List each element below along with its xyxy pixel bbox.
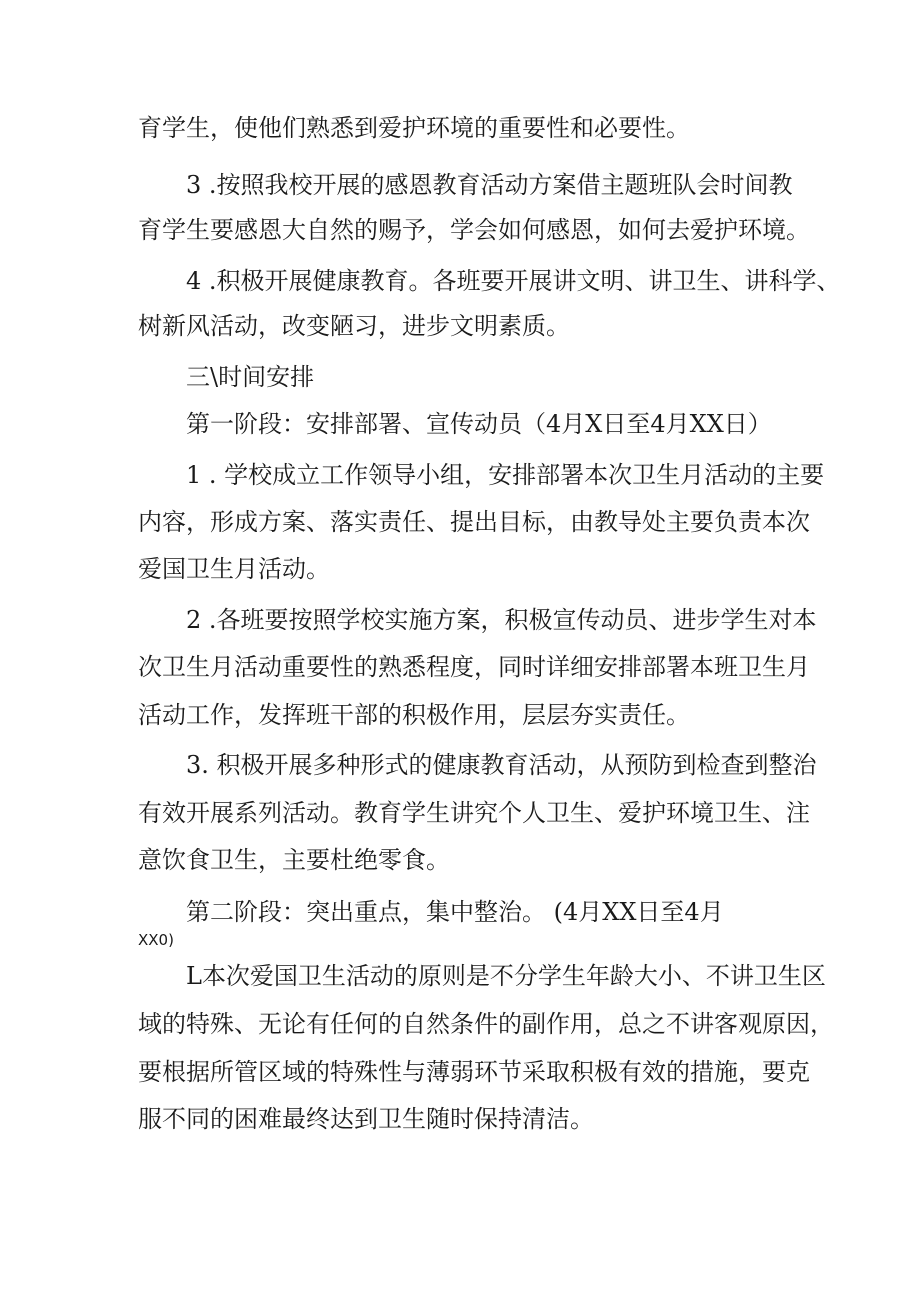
text-line: 要根据所管区域的特殊性与薄弱环节采取积极有效的措施，要克 xyxy=(138,1058,810,1086)
text-line: 内容，形成方案、落实责任、提出目标，由教导处主要负责本次 xyxy=(138,508,810,536)
text-line: 服不同的困难最终达到卫生随时保持清洁。 xyxy=(138,1105,594,1133)
text-line: 1 . 学校成立工作领导小组，安排部署本次卫生月活动的主要 xyxy=(186,461,825,489)
text-line: 4 .积极开展健康教育。各班要开展讲文明、讲卫生、讲科学、 xyxy=(186,267,841,295)
text-line: L本次爱国卫生活动的原则是不分学生年龄大小、不讲卫生区 xyxy=(186,962,826,990)
text-line: 3. 积极开展多种形式的健康教育活动，从预防到检查到整治 xyxy=(186,751,817,779)
text-line: 2 .各班要按照学校实施方案，积极宣传动员、进步学生对本 xyxy=(186,606,817,634)
text-line: 育学生要感恩大自然的赐予，学会如何感恩，如何去爱护环境。 xyxy=(138,216,810,244)
stage-heading: 第二阶段：突出重点，集中整治。 (4月XX日至4月 xyxy=(186,898,724,926)
section-heading: 三\时间安排 xyxy=(186,363,315,391)
text-line: 次卫生月活动重要性的熟悉程度，同时详细安排部署本班卫生月 xyxy=(138,653,810,681)
stage-heading: 第一阶段：安排部署、宣传动员（4月X日至4月XX日） xyxy=(186,410,772,438)
text-line: 意饮食卫生，主要杜绝零食。 xyxy=(138,846,450,874)
text-line: XX0) xyxy=(138,931,174,949)
text-line: 3 .按照我校开展的感恩教育活动方案借主题班队会时间教 xyxy=(186,171,793,199)
text-line: 爱国卫生月活动。 xyxy=(138,555,330,583)
text-line: 树新风活动，改变陋习，进步文明素质。 xyxy=(138,312,570,340)
text-line: 域的特殊、无论有任何的自然条件的副作用，总之不讲客观原因， xyxy=(138,1010,834,1038)
text-line: 育学生，使他们熟悉到爱护环境的重要性和必要性。 xyxy=(138,114,690,142)
text-line: 活动工作，发挥班干部的积极作用，层层夯实责任。 xyxy=(138,701,690,729)
text-line: 有效开展系列活动。教育学生讲究个人卫生、爱护环境卫生、注 xyxy=(138,799,810,827)
